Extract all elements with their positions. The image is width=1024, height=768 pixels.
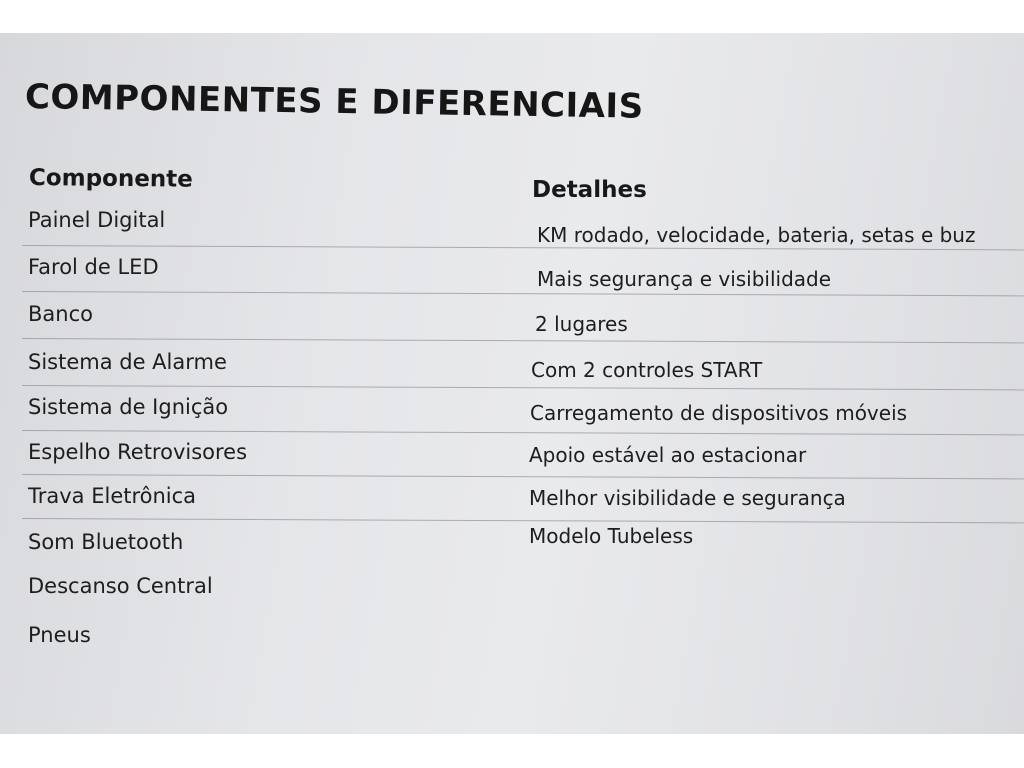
detalhe-item: 2 lugares xyxy=(535,312,628,336)
row-divider xyxy=(22,474,1024,479)
detalhe-item: Apoio estável ao estacionar xyxy=(529,443,807,467)
document-photo xyxy=(0,33,1024,734)
header-detalhes: Detalhes xyxy=(532,177,647,203)
componente-item: Sistema de Alarme xyxy=(28,350,227,374)
detalhe-item: Com 2 controles START xyxy=(531,358,763,382)
componente-item: Banco xyxy=(28,302,93,326)
componente-item: Pneus xyxy=(28,623,91,647)
componente-item: Trava Eletrônica xyxy=(28,484,197,508)
header-componente: Componente xyxy=(28,165,193,193)
componente-item: Descanso Central xyxy=(28,574,213,598)
detalhe-item: Carregamento de dispositivos móveis xyxy=(530,401,908,425)
componente-item: Sistema de Ignição xyxy=(28,395,229,419)
detalhe-item: KM rodado, velocidade, bateria, setas e buz xyxy=(537,223,976,247)
componente-item: Espelho Retrovisores xyxy=(28,440,248,464)
componente-item: Farol de LED xyxy=(28,255,159,279)
detalhe-item: Modelo Tubeless xyxy=(529,524,694,548)
row-divider xyxy=(22,338,1024,343)
row-divider xyxy=(22,518,1024,523)
componente-item: Som Bluetooth xyxy=(28,530,184,554)
detalhe-item: Mais segurança e visibilidade xyxy=(537,267,832,291)
detalhe-item: Melhor visibilidade e segurança xyxy=(529,486,846,510)
row-divider xyxy=(22,291,1024,296)
row-divider xyxy=(22,430,1024,435)
componente-item: Painel Digital xyxy=(28,208,166,232)
page-title: COMPONENTES E DIFERENCIAIS xyxy=(24,77,644,127)
row-divider xyxy=(22,385,1024,390)
